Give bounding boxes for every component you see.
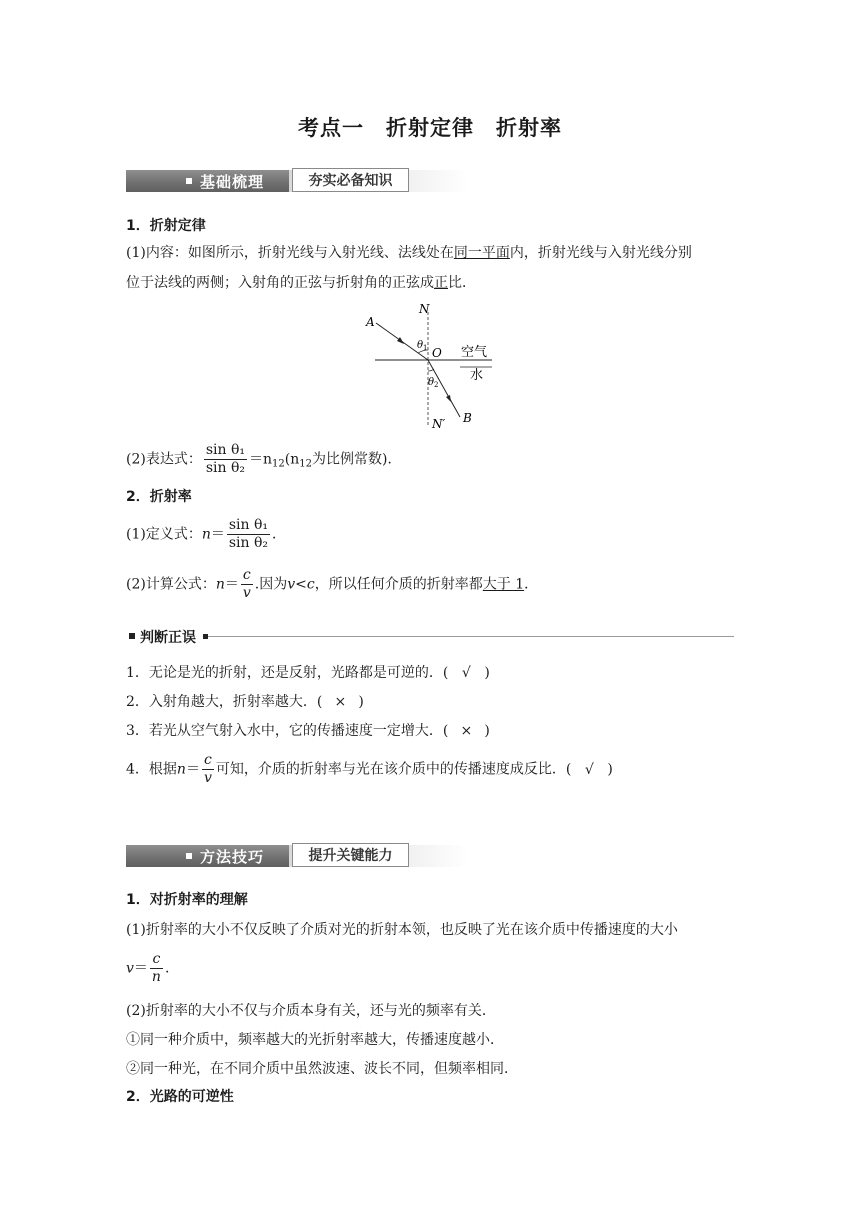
subscript: 12 [299,458,312,470]
text: ＝ [224,576,239,593]
text: ) [484,665,490,681]
heading-understanding: 1．对折射率的理解 [126,892,248,908]
label-n-prime: N′ [432,417,446,431]
text: 内，折射光线与入射光线分别 [509,245,692,261]
fraction [227,517,270,552]
text: ＝ [133,960,148,977]
paragraph-line: ①同一种介质中，频率越大的光折射率越大，传播速度越小． [126,1032,504,1048]
text: 2．入射角越大，折射率越大．( [126,694,323,710]
label-theta2-sub: 2 [434,381,439,389]
text: ＝ [185,761,200,778]
symbol: v [126,960,134,977]
square-bullet-icon [186,178,192,184]
text: ． [272,526,287,543]
denominator: n [151,969,161,985]
text: ． [524,576,539,593]
check-mark-icon: √ [461,665,471,681]
numerator: sin θ₁ [228,517,269,533]
heading-reversibility: 2．光路的可逆性 [126,1089,234,1105]
judge-item-3 [126,721,490,741]
text: 3．若光从空气射入水中，它的传播速度一定增大．( [126,723,449,739]
paragraph-line: (1)折射率的大小不仅反映了介质对光的折射本领，也反映了光在该介质中传播速度的大小 [126,922,678,938]
text: .因为 [254,576,288,593]
paragraph-content-line1 [126,243,692,263]
section-banner-basics [126,166,468,196]
label-theta1: θ [417,340,424,351]
denominator: sin θ₂ [228,535,269,551]
banner-sub-label: 提升关键能力 [308,848,393,864]
label-theta1-sub: 1 [423,344,428,352]
denominator: sin θ₂ [205,460,246,476]
numerator: c [202,752,214,770]
label-a: A [366,315,375,329]
refraction-diagram [360,300,510,432]
numerator: sin θ₁ [205,442,246,458]
judge-item-2 [126,692,364,712]
judge-item-4 [126,752,613,787]
refracted-ray [428,360,460,417]
text: . [164,960,170,977]
label-n: N [419,302,430,316]
text: (2)表达式： [126,451,202,468]
numerator: c [241,567,253,585]
paragraph-content-line2 [126,273,476,293]
definition-line [126,517,286,552]
text: 可知，介质的折射率与光在该介质中的传播速度成反比．( [215,761,572,778]
text: ＝n [249,451,273,468]
page-title: 考点一 折射定律 折射率 [298,116,562,140]
arrow-icon [397,337,404,344]
text: < [295,576,307,593]
square-bullet-icon [129,633,135,639]
symbol: v [287,576,296,593]
symbol: n [215,576,225,593]
text: ＝ [210,526,225,543]
formula-line [126,567,538,602]
text: ) [607,761,613,778]
underlined-answer: 同一平面 [453,245,510,261]
underlined-answer: 正 [434,275,448,291]
text: (1)定义式： [126,526,202,543]
judge-header [126,627,734,647]
text: 为比例常数)． [312,451,402,468]
paragraph-line: (2)折射率的大小不仅与介质本身有关，还与光的频率有关． [126,1003,496,1019]
divider [208,636,734,637]
text: 比． [448,275,476,291]
text: ) [484,723,490,739]
judge-title: 判断正误 [140,630,196,646]
banner-sub-label: 夯实必备知识 [308,173,393,189]
text: (2)计算公式： [126,576,216,593]
symbol: n [176,761,186,778]
denominator: v [242,585,251,601]
text: ) [358,694,364,710]
text: ，所以任何介质的折射率都 [314,576,483,593]
label-b: B [463,411,472,425]
cross-mark-icon: × [460,723,473,739]
text: (n [284,451,300,468]
paragraph-line: ②同一种光，在不同介质中虽然波速、波长不同，但频率相同． [126,1061,518,1077]
banner-main-label: 基础梳理 [200,173,265,191]
label-theta2: θ [428,377,435,388]
cross-mark-icon: × [334,694,347,710]
symbol: c [306,576,315,593]
numerator: c [150,951,163,969]
label-o: O [432,346,442,360]
fraction [204,442,247,477]
label-air: 空气 [461,345,488,360]
banner-main-label: 方法技巧 [200,848,265,866]
label-water: 水 [470,368,484,383]
subscript: 12 [272,458,285,470]
symbol: n [201,526,211,543]
check-mark-icon: √ [584,761,594,778]
text: 1．无论是光的折射，还是反射，光路都是可逆的．( [126,665,449,681]
section-banner-methods [126,841,468,871]
arrow-icon [446,395,451,402]
fraction [150,951,163,986]
fraction [241,567,253,602]
text: 4．根据 [126,761,177,778]
text: 位于法线的两侧；入射角的正弦与折射角的正弦成 [126,275,434,291]
heading-refraction-law: 1．折射定律 [126,218,206,234]
expression-line [126,442,401,477]
velocity-formula-line [126,951,169,986]
square-bullet-icon [186,853,192,859]
underlined-answer: 大于 1 [482,576,525,593]
denominator: v [203,770,212,786]
judge-item-1 [126,663,490,683]
heading-refractive-index: 2．折射率 [126,489,192,505]
text: (1)内容：如图所示，折射光线与入射光线、法线处在 [126,245,454,261]
fraction [202,752,214,787]
